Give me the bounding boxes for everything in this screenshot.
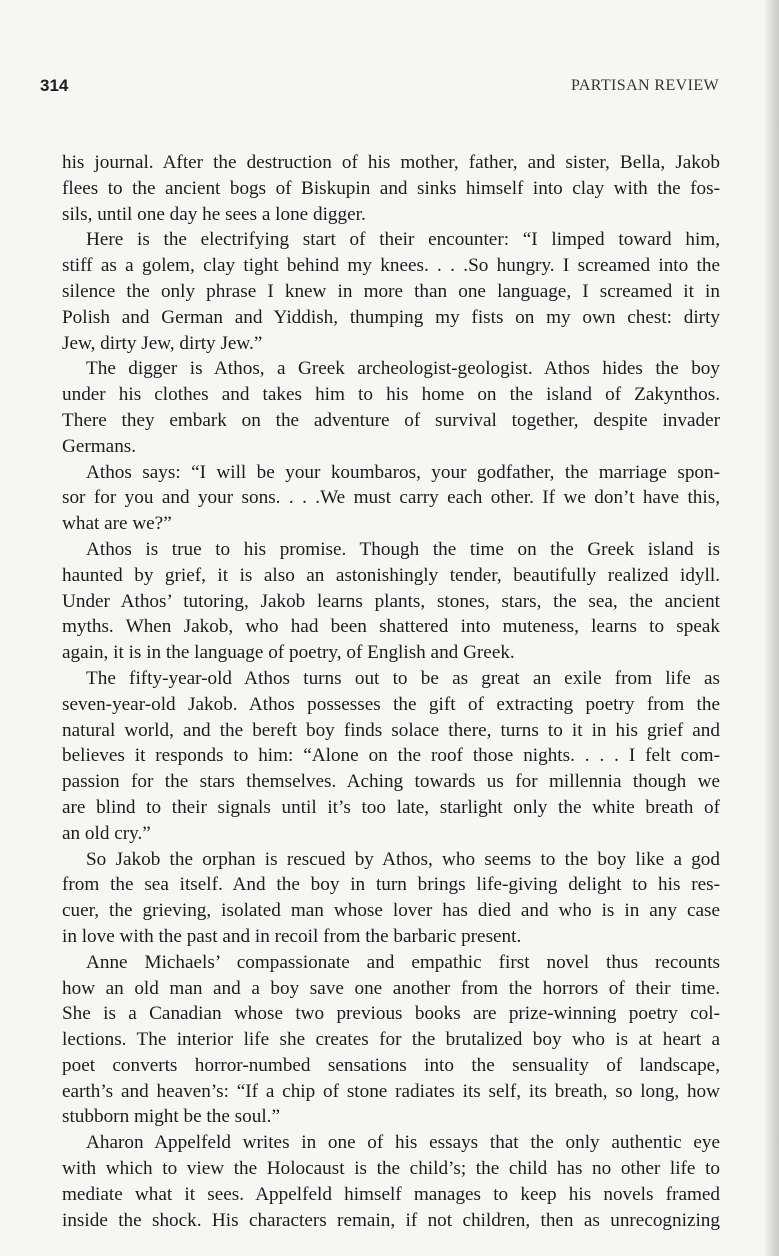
text-line: myths. When Jakob, who had been shattered into muteness, learns to speak	[62, 616, 720, 638]
text-line: sor for you and your sons. . . .We must carry each other. If we don’t have this,	[62, 487, 720, 509]
page-number: 314	[40, 76, 69, 95]
text-line: Aharon Appelfeld writes in one of his essays that the only authentic eye	[86, 1132, 720, 1154]
paragraph	[62, 1130, 720, 1233]
text-line: She is a Canadian whose two previous books are prize-winning poetry col-	[62, 1003, 720, 1025]
paragraph	[62, 537, 720, 666]
text-line: Anne Michaels’ compassionate and empathic first novel thus recounts	[86, 951, 720, 973]
text-line: an old cry.”	[62, 822, 151, 844]
text-line: with which to view the Holocaust is the child’s; the child has no other life to	[62, 1158, 720, 1180]
text-line: are blind to their signals until it’s too late, starlight only the white breath of	[62, 796, 720, 818]
running-head: PARTISAN REVIEW	[570, 77, 719, 94]
paragraph	[62, 950, 720, 1131]
paragraph	[62, 150, 720, 227]
text-line: lections. The interior life she creates for the brutalized boy who is at heart a	[62, 1029, 720, 1051]
text-line: how an old man and a boy save one another from the horrors of their time.	[62, 977, 720, 999]
text-line: There they embark on the adventure of survival together, despite invader	[62, 409, 720, 431]
text-line: Here is the electrifying start of their encounter: “I limped toward him,	[86, 229, 720, 251]
text-line: Jew, dirty Jew, dirty Jew.”	[62, 332, 263, 354]
text-line: Germans.	[62, 435, 137, 457]
text-line: again, it is in the language of poetry, of English and Greek.	[62, 642, 515, 664]
paragraph	[62, 227, 720, 356]
text-line: mediate what it sees. Appelfeld himself manages to keep his novels framed	[62, 1183, 720, 1205]
text-line: sils, until one day he sees a lone digger.	[62, 203, 366, 225]
text-line: inside the shock. His characters remain, if not children, then as unrecognizing	[62, 1209, 720, 1231]
text-line: natural world, and the bereft boy finds solace there, turns to it in his grief and	[62, 719, 720, 741]
text-line: So Jakob the orphan is rescued by Athos, who seems to the boy like a god	[86, 848, 720, 870]
paragraph	[62, 356, 720, 459]
text-line: Athos is true to his promise. Though the time on the Greek island is	[86, 538, 720, 560]
text-line: what are we?”	[62, 513, 172, 535]
text-line: haunted by grief, it is also an astonishingly tender, beautifully realized idyll.	[62, 564, 720, 586]
body-text	[62, 150, 720, 1233]
text-line: silence the only phrase I knew in more than one language, I screamed it in	[62, 280, 720, 302]
text-line: his journal. After the destruction of his mother, father, and sister, Bella, Jakob	[62, 152, 720, 173]
text-line: from the sea itself. And the boy in turn brings life-giving delight to his res-	[62, 874, 720, 896]
text-line: under his clothes and takes him to his home on the island of Zakynthos.	[62, 384, 720, 406]
text-line: believes it responds to him: “Alone on the roof those nights. . . . I felt com-	[62, 745, 720, 767]
text-line: cuer, the grieving, isolated man whose lover has died and who is in any case	[62, 900, 720, 922]
text-line: stubborn might be the soul.”	[62, 1106, 280, 1128]
paragraph	[62, 460, 720, 537]
text-line: earth’s and heaven’s: “If a chip of stone radiates its self, its breath, so long, how	[62, 1080, 720, 1102]
text-line: seven-year-old Jakob. Athos possesses the gift of extracting poetry from the	[62, 693, 720, 715]
paragraph	[62, 666, 720, 847]
page-edge-shadow	[765, 0, 779, 1256]
text-line: flees to the ancient bogs of Biskupin and sinks himself into clay with the fos-	[62, 177, 720, 199]
text-line: in love with the past and in recoil from the barbaric present.	[62, 925, 522, 947]
text-line: The digger is Athos, a Greek archeologist-geologist. Athos hides the boy	[86, 358, 720, 380]
text-line: passion for the stars themselves. Aching towards us for millennia though we	[62, 771, 720, 793]
text-line: poet converts horror-numbed sensations into the sensuality of landscape,	[62, 1054, 720, 1076]
text-line: Polish and German and Yiddish, thumping my fists on my own chest: dirty	[62, 306, 720, 328]
text-line: stiff as a golem, clay tight behind my knees. . . .So hungry. I screamed into the	[62, 255, 720, 277]
text-line: Athos says: “I will be your koumbaros, your godfather, the marriage spon-	[86, 461, 720, 483]
paragraph	[62, 847, 720, 950]
text-line: The fifty-year-old Athos turns out to be as great an exile from life as	[86, 667, 720, 689]
text-line: Under Athos’ tutoring, Jakob learns plants, stones, stars, the sea, the ancient	[62, 590, 720, 612]
